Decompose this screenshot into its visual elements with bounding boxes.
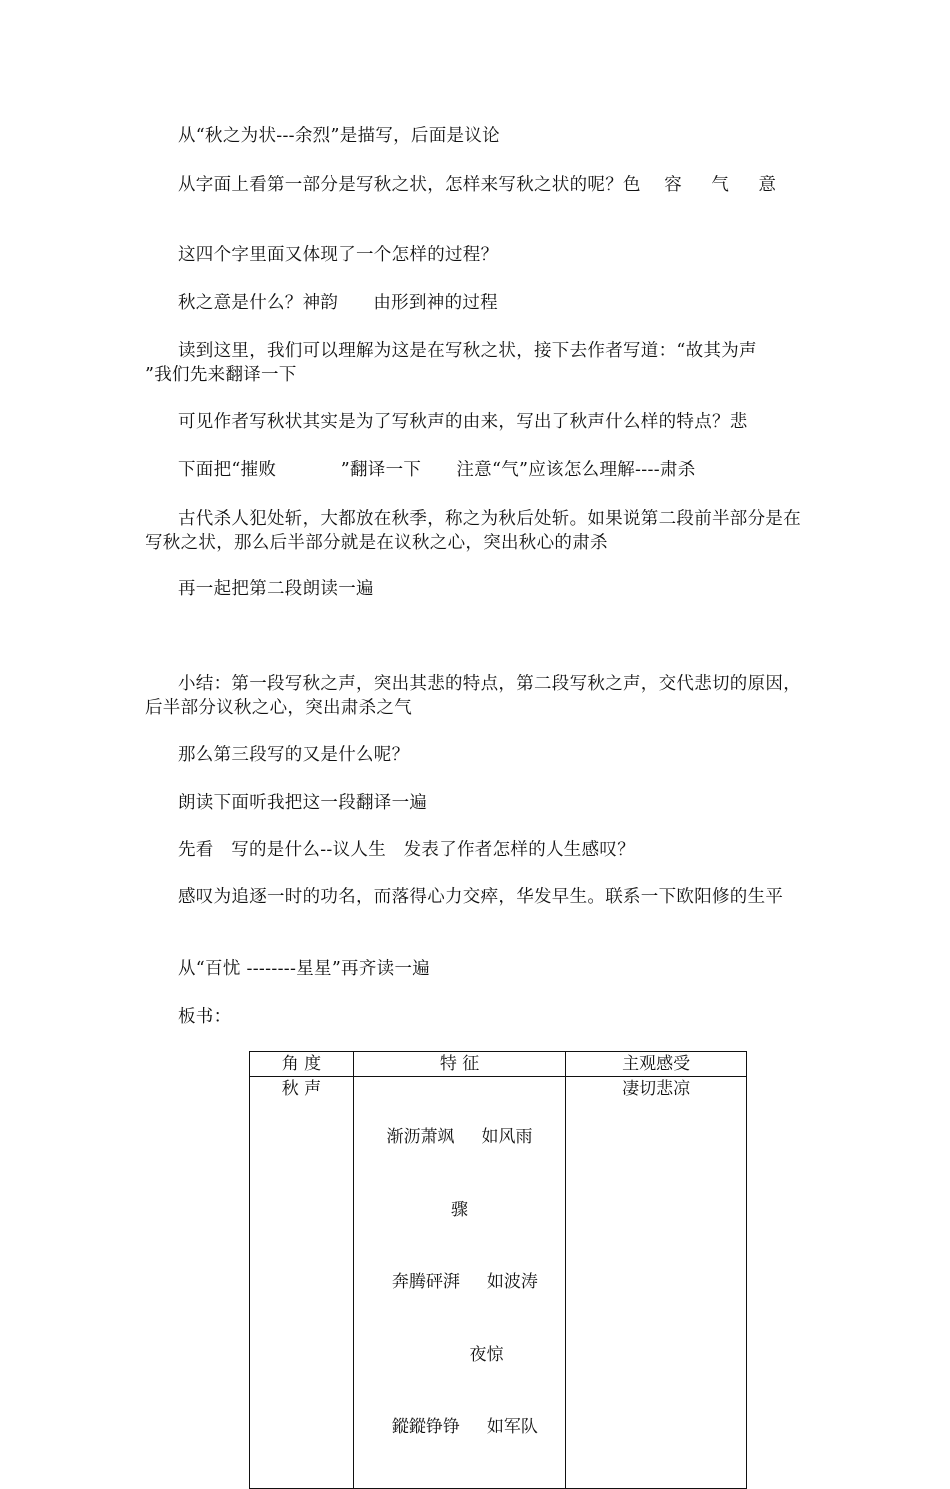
- header-feeling: 主观感受: [566, 1052, 747, 1077]
- paragraph: 感叹为追逐一时的功名，而落得心力交瘁，华发早生。联系一下欧阳修的生平: [178, 887, 784, 907]
- feature-line: 奔腾砰湃 如波涛: [381, 1272, 538, 1292]
- board-table: [249, 1051, 747, 1489]
- paragraph: 秋之意是什么？神韵 由形到神的过程: [178, 293, 498, 313]
- feature-line: 鏦鏦铮铮 如军队: [381, 1417, 538, 1437]
- cell-features: [353, 1077, 565, 1489]
- header-angle: 角 度: [250, 1052, 354, 1077]
- table-header-row: [250, 1052, 747, 1077]
- paragraph: 从字面上看第一部分是写秋之状，怎样来写秋之状的呢？色 容 气 意: [178, 175, 777, 195]
- paragraph: 从“百忧 --------星星”再齐读一遍: [178, 959, 431, 979]
- paragraph: 朗读下面听我把这一段翻译一遍: [178, 793, 428, 813]
- header-features: 特 征: [353, 1052, 565, 1077]
- paragraph: 再一起把第二段朗读一遍: [178, 579, 374, 599]
- paragraph: 先看 写的是什么--议人生 发表了作者怎样的人生感叹？: [178, 840, 636, 860]
- feature-line: 骤: [451, 1199, 469, 1220]
- paragraph: 那么第三段写的又是什么呢？: [178, 745, 410, 765]
- paragraph: 读到这里，我们可以理解为这是在写秋之状，接下去作者写道：“故其为声 ”我们先来翻译一下: [145, 341, 793, 385]
- feature-line: 渐沥萧飒 如风雨: [386, 1127, 533, 1147]
- paragraph: 小结：第一段写秋之声，突出其悲的特点，第二段写秋之声，交代悲切的原因，后半部分议秋之心，突出肃杀之气: [145, 674, 801, 718]
- feature-line: 夜惊: [415, 1344, 504, 1365]
- paragraph: 可见作者写秋状其实是为了写秋声的由来，写出了秋声什么样的特点？悲: [178, 412, 748, 432]
- table-row: [250, 1077, 747, 1489]
- paragraph: 板书：: [178, 1007, 232, 1027]
- paragraph: 这四个字里面又体现了一个怎样的过程？: [178, 245, 499, 265]
- cell-feeling: 凄切悲凉: [566, 1077, 747, 1489]
- paragraph: 从“秋之为状---余烈”是描写，后面是议论: [178, 126, 500, 146]
- cell-angle: 秋 声: [250, 1077, 354, 1489]
- paragraph: 古代杀人犯处斩，大都放在秋季，称之为秋后处斩。如果说第二段前半部分是在写秋之状，那么后半部分就是在议秋之心，突出秋心的肃杀: [145, 509, 801, 553]
- paragraph: 下面把“摧败 ”翻译一下 注意“气”应该怎么理解----肃杀: [178, 460, 696, 480]
